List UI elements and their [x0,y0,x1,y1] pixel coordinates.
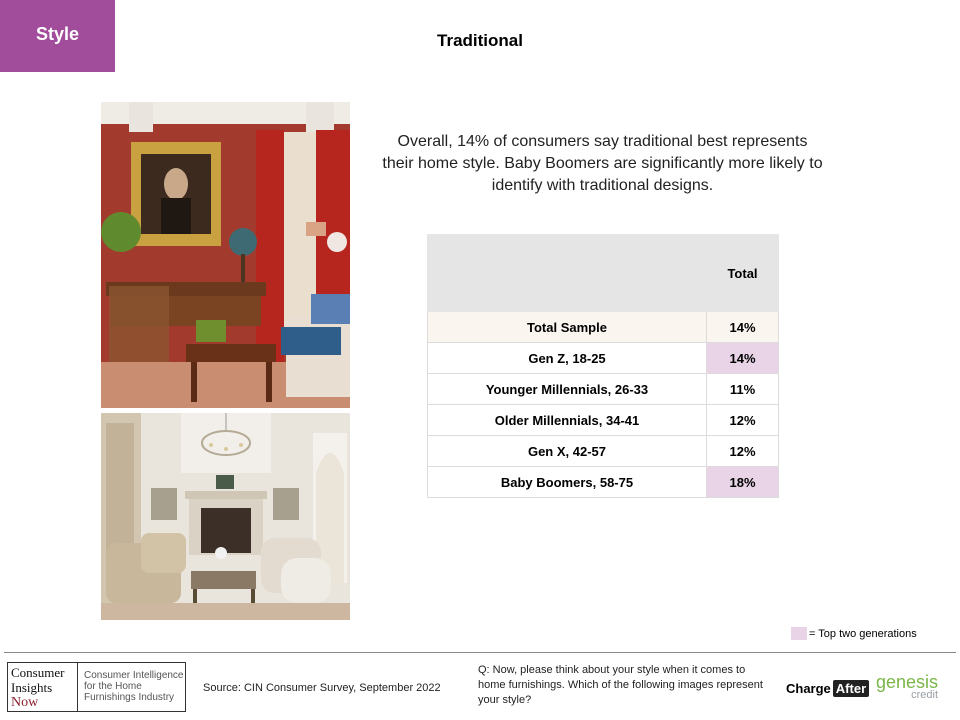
table-row [428,467,779,498]
table-row-value: 14% [707,312,779,343]
page-title: Traditional [437,31,523,50]
table-row [428,374,779,405]
table-row-value-highlighted: 14% [707,343,779,374]
highlight-legend [791,627,917,640]
section-tag: Style [0,0,115,72]
table-header-total: Total [707,235,779,312]
source-note: Source: CIN Consumer Survey, September 2022 [203,682,441,694]
cin-logo [7,662,186,712]
table-row-value: 12% [707,436,779,467]
table-row-value: 11% [707,374,779,405]
table-row-label: Total Sample [428,312,707,343]
footer-divider [4,652,956,653]
cin-logo-tagline: Consumer Intelligence for the Home Furnishings Industry [84,670,184,703]
table-row-label: Baby Boomers, 58-75 [428,467,707,498]
cin-logo-wordmark: Consumer Insights Now [8,663,78,711]
table-row-label: Older Millennials, 34-41 [428,405,707,436]
table-row-value-highlighted: 18% [707,467,779,498]
style-data-table [427,234,779,498]
traditional-white-room-image [101,413,350,620]
traditional-red-room-image [101,102,350,408]
table-row [428,312,779,343]
table-row-value: 12% [707,405,779,436]
table-row [428,343,779,374]
chargeafter-logo: Charge After [786,680,869,697]
table-row-label: Younger Millennials, 26-33 [428,374,707,405]
survey-question: Q: Now, please think about your style when it comes to home furnishings. Which of the following images represent your style? [478,664,763,706]
table-row [428,405,779,436]
table-header-blank [428,235,707,312]
table-row-label: Gen Z, 18-25 [428,343,707,374]
table-row [428,436,779,467]
table-header-row [428,235,779,312]
legend-text: = Top two generations [809,627,917,640]
summary-text: Overall, 14% of consumers say traditional best represents their home style. Baby Boomers are significantly more likely to identify with traditional designs. [382,133,823,194]
table-row-label: Gen X, 42-57 [428,436,707,467]
legend-swatch [791,627,807,640]
genesis-credit-logo: genesis credit [876,672,939,701]
